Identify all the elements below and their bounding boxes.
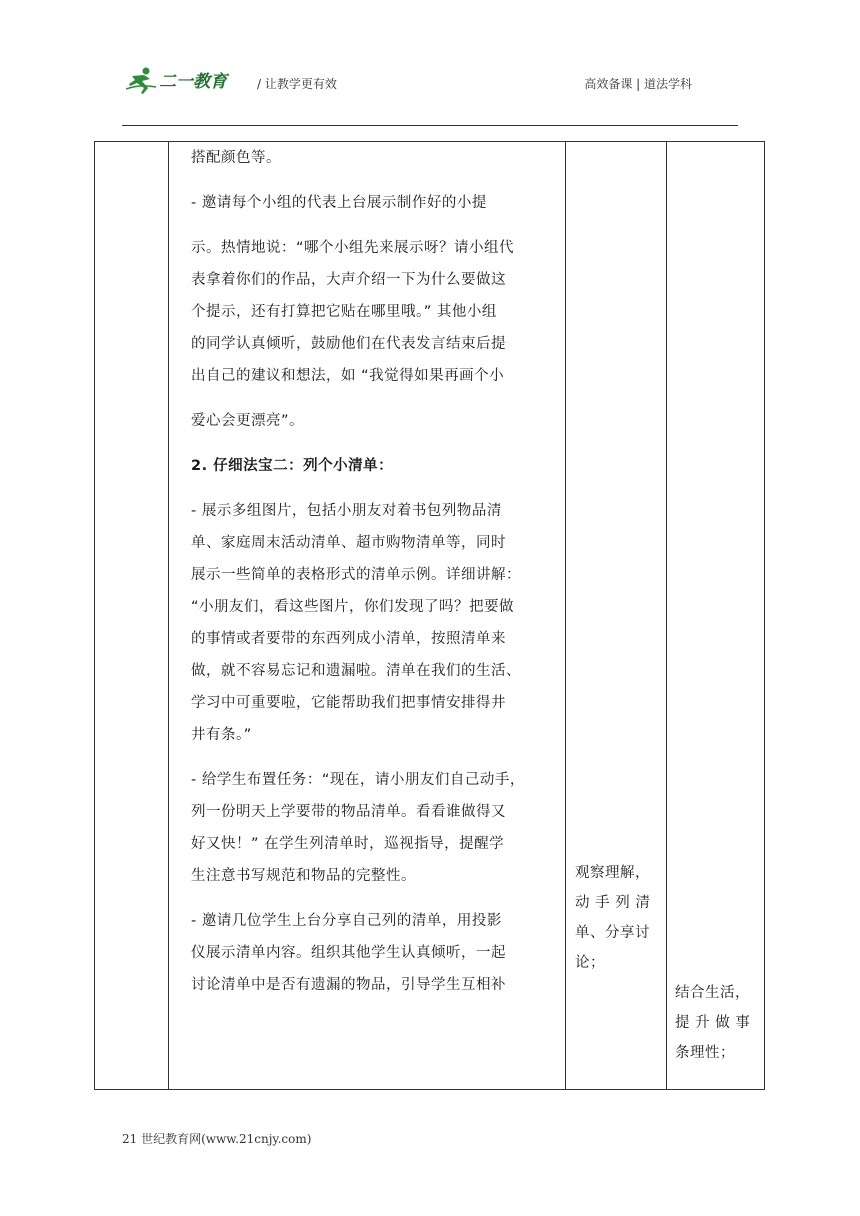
text-line: 讨论清单中是否有遗漏的物品，引导学生互相补 <box>191 977 506 993</box>
text-line: 条理性； <box>675 1045 735 1061</box>
text-line: “小朋友们，看这些图片，你们发现了吗？把要做 <box>191 599 515 615</box>
text-line: 做，就不容易忘记和遗漏啦。清单在我们的生活、 <box>191 663 521 679</box>
text-line: 观察理解， <box>575 865 650 881</box>
text-line: 的同学认真倾听，鼓励他们在代表发言结束后提 <box>191 336 506 352</box>
section-heading: 2. 仔细法宝二：列个小清单： <box>191 458 394 474</box>
text-line: 列一份明天上学要带的物品清单。看看谁做得又 <box>191 804 506 820</box>
runner-logo-icon <box>126 66 236 96</box>
svg-text:二一教育: 二一教育 <box>159 72 227 92</box>
text-line: 提 升 做 事 <box>675 1015 751 1031</box>
text-line: 的事情或者要带的东西列成小清单，按照清单来 <box>191 631 506 647</box>
text-line: 仪展示清单内容。组织其他学生认真倾听，一起 <box>191 945 506 961</box>
text-line: 搭配颜色等。 <box>191 150 281 166</box>
table-column-divider <box>168 142 169 1089</box>
text-line: 示。热情地说：“哪个小组先来展示呀？请小组代 <box>191 240 515 256</box>
text-line: 动 手 列 清 <box>575 895 651 911</box>
design-intent-cell <box>675 978 759 1068</box>
text-line: 井有条。” <box>191 727 252 743</box>
text-line: 单、分享讨 <box>575 925 650 941</box>
page-header <box>122 62 738 102</box>
text-line: 爱心会更漂亮”。 <box>191 413 305 429</box>
page-footer: 21 世纪教育网(www.21cnjy.com) <box>122 1132 312 1146</box>
teacher-activity-cell <box>191 142 562 1001</box>
text-line: 生注意书写规范和物品的完整性。 <box>191 868 416 884</box>
text-line: 学习中可重要啦，它能帮助我们把事情安排得井 <box>191 695 506 711</box>
text-line: 个提示，还有打算把它贴在哪里哦。” 其他小组 <box>191 304 497 320</box>
brand-logo <box>126 66 236 96</box>
header-subject-tag: 高效备课 | 道法学科 <box>584 77 692 91</box>
student-activity-cell <box>575 858 659 978</box>
text-line: - 邀请每个小组的代表上台展示制作好的小提 <box>191 195 487 211</box>
text-line: 出自己的建议和想法，如 “我觉得如果再画个小 <box>191 368 505 384</box>
table-column-divider <box>565 142 566 1089</box>
text-line: 表拿着你们的作品，大声介绍一下为什么要做这 <box>191 272 506 288</box>
lesson-table <box>94 141 765 1090</box>
text-line: 好又快！” 在学生列清单时，巡视指导，提醒学 <box>191 836 505 852</box>
text-line: 论； <box>575 955 605 971</box>
text-line: - 给学生布置任务：“现在，请小朋友们自己动手， <box>191 772 525 788</box>
text-line: 结合生活， <box>675 985 750 1001</box>
text-line: - 展示多组图片，包括小朋友对着书包列物品清 <box>191 503 502 519</box>
text-line: 展示一些简单的表格形式的清单示例。详细讲解： <box>191 567 521 583</box>
header-divider <box>122 125 738 126</box>
text-line: - 邀请几位学生上台分享自己列的清单，用投影 <box>191 913 502 929</box>
text-line: 单、家庭周末活动清单、超市购物清单等，同时 <box>191 535 506 551</box>
slogan: / 让教学更有效 <box>257 77 337 91</box>
table-column-divider <box>666 142 667 1089</box>
